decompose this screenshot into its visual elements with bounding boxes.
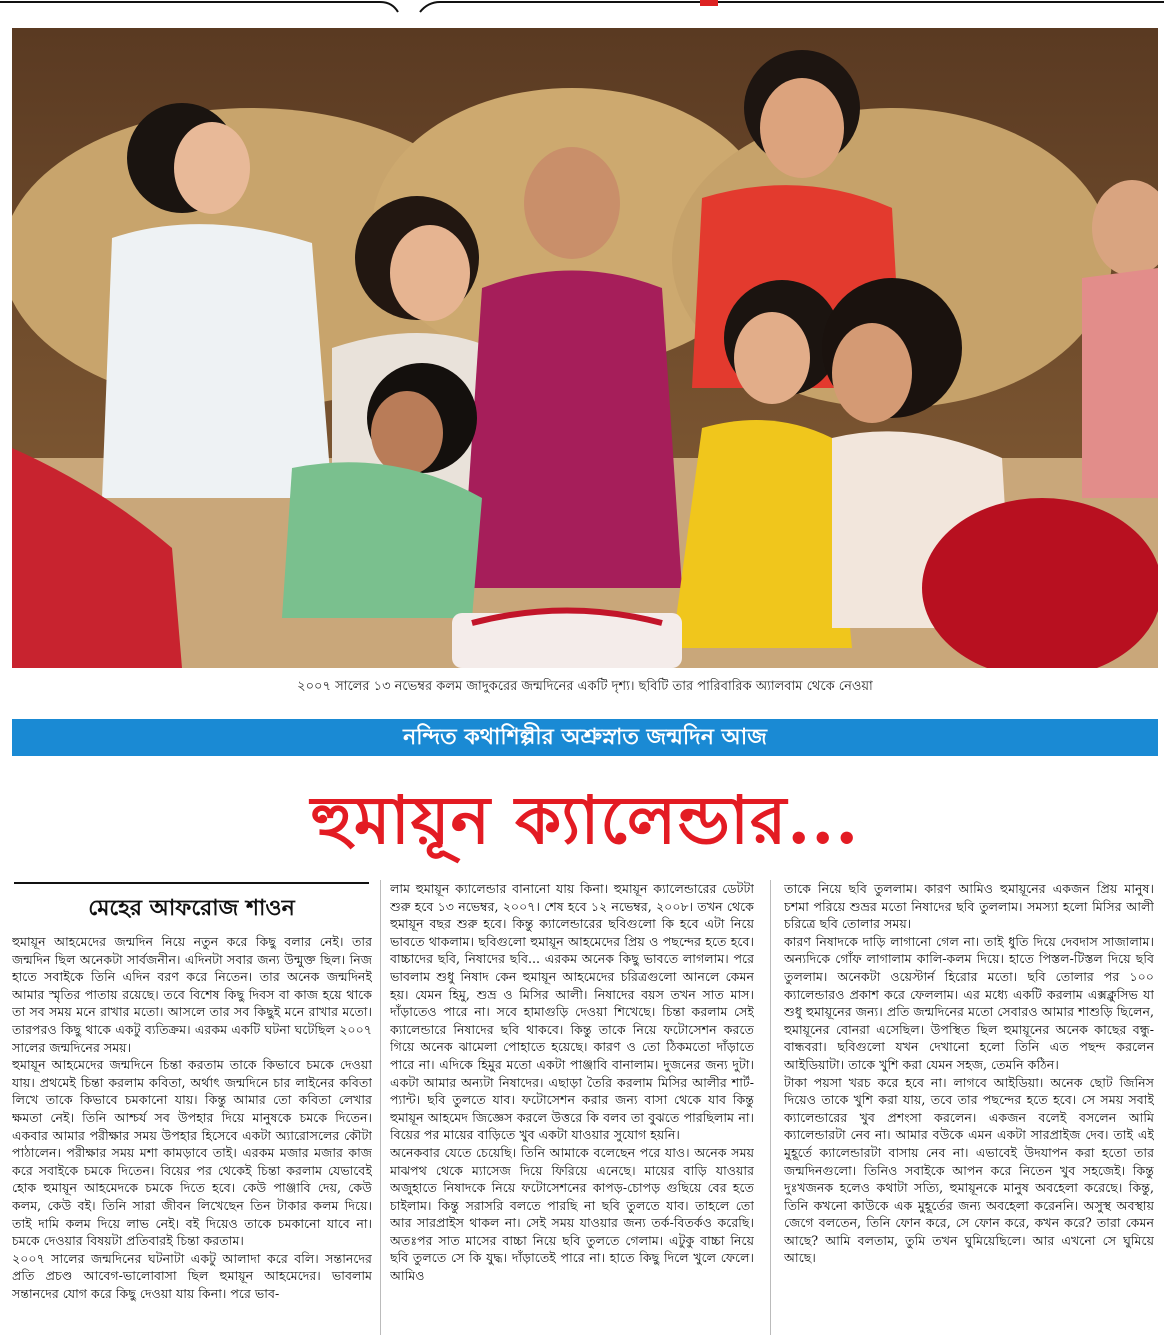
paragraph: টাকা পয়সা খরচ করে হবে না। লাগবে আইডিয়া। অনেক ছোট জিনিস দিয়েও তাকে খুশি করা যায়, তবে তার পছন্দের হতে হবে। সে সময় সবাই ক্যালেন্ডারের খুব প্রশংসা করলেন। একজন বলেই বসলেন আমি ক্যালেন্ডারটা নেব না। আমার বউকে এমন একটা সারপ্রাইজ দেব। তাই এই মুহূর্তে ক্যালেন্ডারটা বাসায় নেব না। এভাবেই উদযাপন করা হতো তার জন্মদিনগুলো। তিনিও সবাইকে আপন করে নিতেন খুব সহজেই। কিন্তু দুঃখজনক হলেও কথাটা সত্যি, হুমায়ূনকে মানুষ অবহেলা করেছে। কিন্তু, তিনি কখনো কাউকে এক মুহূর্তের জন্য অবহেলা করেননি। অসুস্থ অবস্থায় জেগে বলতেন, তিনি ফোন করে, সে ফোন করে, কখন করে? তারা কেমন আছে? আমি বলতাম, তুমি তখন ঘুমিয়েছিলে। আর এখনো সে ঘুমিয়ে আছে।: [784, 1074, 1154, 1266]
byline-rule: [14, 882, 369, 884]
birthday-photo-illustration: [12, 28, 1158, 668]
article-column-2: [390, 880, 754, 1341]
top-border-ornament: [0, 0, 1164, 14]
article-column-3: [784, 880, 1154, 1341]
photo-caption: ২০০৭ সালের ১৩ নভেম্বর কলম জাদুকরের জন্মদিনের একটি দৃশ্য। ছবিটি তার পারিবারিক অ্যালবাম থেকে নেওয়া: [297, 679, 873, 694]
section-banner: নন্দিত কথাশিল্পীর অশ্রুস্নাত জন্মদিন আজ: [12, 719, 1158, 756]
article-byline: মেহের আফরোজ শাওন: [88, 895, 295, 921]
article-headline: হুমায়ূন ক্যালেন্ডার...: [310, 781, 860, 859]
paragraph: তাকে নিয়ে ছবি তুললাম। কারণ আমিও হুমায়ূনের একজন প্রিয় মানুষ। চশমা পরিয়ে শুভ্রর মতো নিষাদের ছবি তুললাম। সমস্যা হলো মিসির আলী চরিত্রে ছবি তোলার সময়।: [784, 881, 1154, 932]
article-column-1: [12, 933, 372, 1341]
paragraph: ২০০৭ সালের জন্মদিনের ঘটনাটা একটু আলাদা করে বলি। সন্তানদের প্রতি প্রচণ্ড আবেগ-ভালোবাসা ছিল হুমায়ূন আহমেদের। ভাবলাম সন্তানদের যোগ করে কিছু দেওয়া যায় কিনা। পরে ভাব-: [12, 1250, 372, 1301]
column-divider: [380, 880, 381, 1335]
paragraph: হুমায়ূন আহমেদের জন্মদিনে চিন্তা করতাম তাকে কিভাবে চমকে দেওয়া যায়। প্রথমেই চিন্তা করলাম কবিতা, অর্থাৎ জন্মদিনে চার লাইনের কবিতা লিখে তাকে কিভাবে চমকানো যায়। কিন্তু আমার তো কবিতা লেখার ক্ষমতা নেই। তিনি আশ্চর্য সব উপহার দিয়ে মানুষকে চমকে দিতেন। একবার আমার পরীক্ষার সময় উপহার হিসেবে একটা অ্যারোসলের কৌটা পাঠালেন। পরীক্ষার সময় মশা কামড়াবে তাই। এরকম মজার মজার কাজ করে সবাইকে চমকে দিতেন। বিয়ের পর থেকেই চিন্তা করলাম যেভাবেই হোক হুমায়ূন আহমেদকে চমকে দিতে হবে। কেউ পাঞ্জাবি দেয়, কেউ কলম, কেউ বই। তিনি সারা জীবন লিখেছেন তিন টাকার কলম দিয়ে। তাই দামি কলম দিয়ে লাভ নেই। বই দিয়েও তাকে চমকানো যাবে না। চমকে দেওয়ার বিষয়টা প্রতিবারই চিন্তা করতাম।: [12, 1057, 372, 1249]
paragraph: লাম হুমায়ূন ক্যালেন্ডার বানানো যায় কিনা। হুমায়ূন ক্যালেন্ডারের ডেটটা শুরু হবে ১৩ নভেম্বর, ২০০৭। শেষ হবে ১২ নভেম্বর, ২০০৮। তখন থেকে হুমায়ূন বছর শুরু হবে। কিন্তু ক্যালেন্ডারের ছবিগুলো কি হবে এটা নিয়ে ভাবতে থাকলাম। ছবিগুলো হুমায়ূন আহমেদের প্রিয় ও পছন্দের হতে হবে। বাচ্চাদের ছবি, নিষাদের ছবি... এরকম অনেক কিছু ভাবতে লাগলাম। পরে ভাবলাম শুধু নিষাদ কেন হুমায়ূন আহমেদের চরিত্রগুলো আনলে কেমন হয়। যেমন হিমু, শুভ্র ও মিসির আলী। নিষাদের বয়স তখন সাত মাস। দাঁড়াতেও পারে না। সবে হামাগুড়ি দেওয়া শিখেছে। চিন্তা করলাম সেই ক্যালেন্ডারে নিষাদের ছবি থাকবে। কিন্তু তাকে নিয়ে ফটোসেশন করতে গিয়ে অনেক ঝামেলা পোহাতে হয়েছে। কারণ ও তো ঠিকমতো দাঁড়াতে পারে না। এদিকে হিমুর মতো একটা পাঞ্জাবি বানালাম। দুজনের জন্য দুটা। একটা আমার অন্যটা নিষাদের। এছাড়া তৈরি করলাম মিসির আলীর শার্ট-প্যান্ট। ছবি তুলতে যাব। ফটোসেশন করার জন্য বাসা থেকে যাব কিন্তু হুমায়ূন আহমেদ জিজ্ঞেস করলে উত্তরে কি বলব তা বুঝতে পারছিলাম না। বিয়ের পর মায়ের বাড়িতে খুব একটা যাওয়ার সুযোগ হয়নি।: [390, 881, 754, 1143]
paragraph: কারণ নিষাদকে দাড়ি লাগানো গেল না। তাই ধুতি দিয়ে দেবদাস সাজালাম। অন্যদিকে গোঁফ লাগালাম কালি-কলম দিয়ে। হাতে পিস্তল-টিস্তল দিয়ে ছবি তুললাম। অনেকটা ওয়েস্টার্ন হিরোর মতো। ছবি তোলার পর ১০০ ক্যালেন্ডারও প্রকাশ করে ফেললাম। এর মধ্যে একটি করলাম এক্সক্লুসিভ যা শুধু হুমায়ূনের জন্য। প্রতি জন্মদিনের মতো সেবারও আমার শাশুড়ি ছিলেন, হুমায়ূনের বোনরা এসেছিল। উপস্থিত ছিল হুমায়ূনের অনেক কাছের বন্ধু-বান্ধবরা। ছবিগুলো যখন দেখানো হলো তিনি এত পছন্দ করলেন আইডিয়াটা। তাকে খুশি করা যেমন সহজ, তেমনি কঠিন।: [784, 933, 1154, 1072]
column-divider: [770, 880, 771, 1335]
paragraph: হুমায়ূন আহমেদের জন্মদিন নিয়ে নতুন করে কিছু বলার নেই। তার জন্মদিন ছিল অনেকটা সার্বজনীন। এদিনটা সবার জন্য উন্মুক্ত ছিল। নিজ হাতে সবাইকে তিনি এদিন বরণ করে নিতেন। তার অনেক জন্মদিনই আমার স্মৃতির পাতায় রয়েছে। তবে বিশেষ কিছু দিবস বা কাজ হয়ে থাকে তা সব সময় মনে রাখার মতো। আসলে তার সব কিছুই মনে রাখার মতো। তারপরও কিছু থাকে একটু ব্যতিক্রম। এরকম একটি ঘটনা ঘটেছিল ২০০৭ সালের জন্মদিনের সময়।: [12, 934, 372, 1055]
birthday-photo: [12, 28, 1158, 668]
paragraph: অনেকবার যেতে চেয়েছি। তিনি আমাকে বলেছেন পরে যাও। অনেক সময় মাঝপথ থেকে ম্যাসেজ দিয়ে ফিরিয়ে এনেছে। মায়ের বাড়ি যাওয়ার অজুহাতে নিষাদকে নিয়ে ফটোসেশনের কাপড়-চোপড় গুছিয়ে বের হতে চাইলাম। কিন্তু সরাসরি বলতে পারছি না ছবি তুলতে যাব। তাহলে তো আর সারপ্রাইস থাকল না। সেই সময় যাওয়ার জন্য তর্ক-বিতর্কও করেছি। অতঃপর সাত মাসের বাচ্চা নিয়ে ছবি তুলতে গেলাম। এটুকু বাচ্চা নিয়ে ছবি তুলতে সে কি যুদ্ধ। দাঁড়াতেই পারে না। হাতে কিছু দিলে খুলে ফেলে। আমিও: [390, 1144, 754, 1284]
